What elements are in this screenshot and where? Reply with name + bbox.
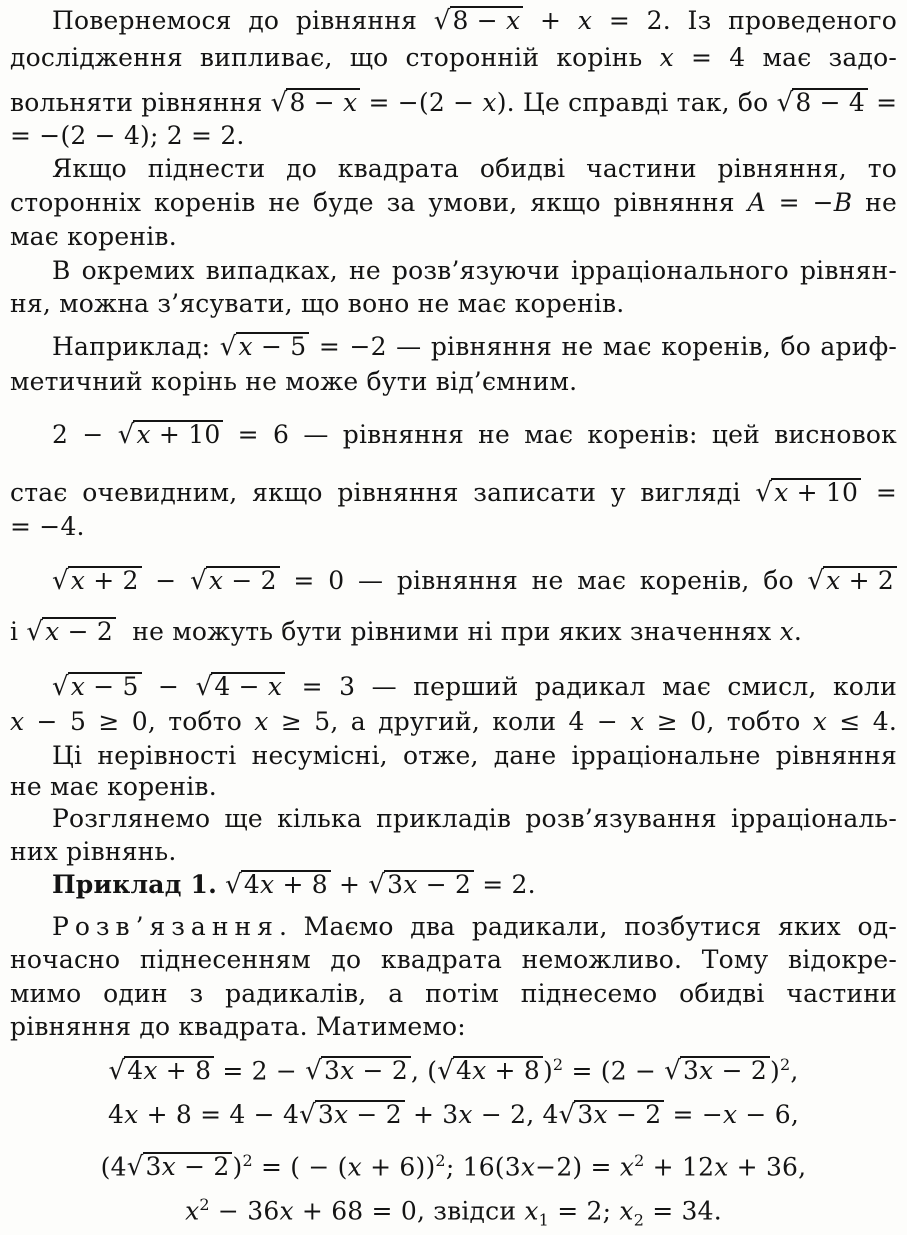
text-line: Розглянемо ще кілька прикладів розв’язування ірраціональ-: [52, 804, 897, 833]
text-line: вольняти рівняння √8 − x = −(2 − x). Це справді так, бо √8 − 4 =: [10, 88, 898, 118]
equation-line: (4√3x − 2 )$^2$ = ( − (x + 6))$^2$; $16(3x-2) = x^2 + 12x + 36$,: [100, 1151, 807, 1183]
text-line: них рівнянь.: [10, 837, 177, 866]
text-line: Ці нерівності несумісні, отже, дане ірраціональне рівняння: [52, 741, 897, 770]
text-line: ночасно піднесенням до квадрата неможливо. Тому відокре-: [10, 945, 897, 974]
text-line: метичний корінь не може бути від’ємним.: [10, 367, 578, 396]
text-line: сторонніх коренів не буде за умови, якщо рівняння A = −B не: [10, 188, 897, 217]
text-line: Повернемося до рівняння √8 − x + x = 2. Із проведеного: [52, 6, 897, 36]
text-line: √x + 2 − √x − 2 = 0 — рівняння не має коренів, бо √x + 2: [52, 566, 897, 596]
text-line: не має коренів.: [10, 772, 217, 801]
example-heading: Приклад 1. √4x + 8 + √3x − 2 = 2.: [52, 870, 536, 900]
equation-line: $x^2 - 36x + 68 = 0$, звідси $x_1 = 2$; $x_2 = 34$.: [185, 1195, 722, 1230]
text-line: має коренів.: [10, 222, 177, 251]
text-line: і √x − 2 не можуть бути рівними ні при яких значеннях x.: [10, 617, 803, 647]
text-line: x − 5 ≥ 0, тобто x ≥ 5, а другий, коли 4 − x ≥ 0, тобто x ≤ 4.: [10, 707, 897, 736]
text-line: = −(2 − 4); 2 = 2.: [10, 121, 245, 150]
text-line: мимо один з радикалів, а потім піднесемо обидві частини: [10, 979, 897, 1008]
text-line: Наприклад: √x − 5 = −2 — рівняння не має коренів, бо ариф-: [52, 332, 897, 362]
text-line: Якщо піднести до квадрата обидві частини рівняння, то: [52, 154, 897, 183]
text-line: стає очевидним, якщо рівняння записати у вигляді √x + 10 =: [10, 478, 897, 508]
text-line: рівняння до квадрата. Матимемо:: [10, 1012, 466, 1041]
text-line: ня, можна з’ясувати, що воно не має коренів.: [10, 289, 625, 318]
text-line: В окремих випадках, не розв’язуючи ірраціонального рівнян-: [52, 256, 897, 285]
text-line: Розв’язання. Маємо два радикали, позбутися яких од-: [52, 912, 897, 941]
text-line: = −4.: [10, 512, 85, 541]
equation-line: 4x + 8 = 4 − 4√3x − 2 + 3x − 2, 4√3x − 2 = −x − 6,: [108, 1100, 799, 1130]
text-line: дослідження випливає, що сторонній корінь x = 4 має задо-: [10, 43, 897, 72]
equation-line: √4x + 8 = 2 − √3x − 2 , (√4x + 8 )$^2$ = (2 − √3x − 2 )$^2$,: [108, 1055, 799, 1087]
text-line: √x − 5 − √4 − x = 3 — перший радикал має смисл, коли: [52, 672, 897, 702]
text-line: 2 − √x + 10 = 6 — рівняння не має коренів: цей висновок: [52, 420, 897, 450]
